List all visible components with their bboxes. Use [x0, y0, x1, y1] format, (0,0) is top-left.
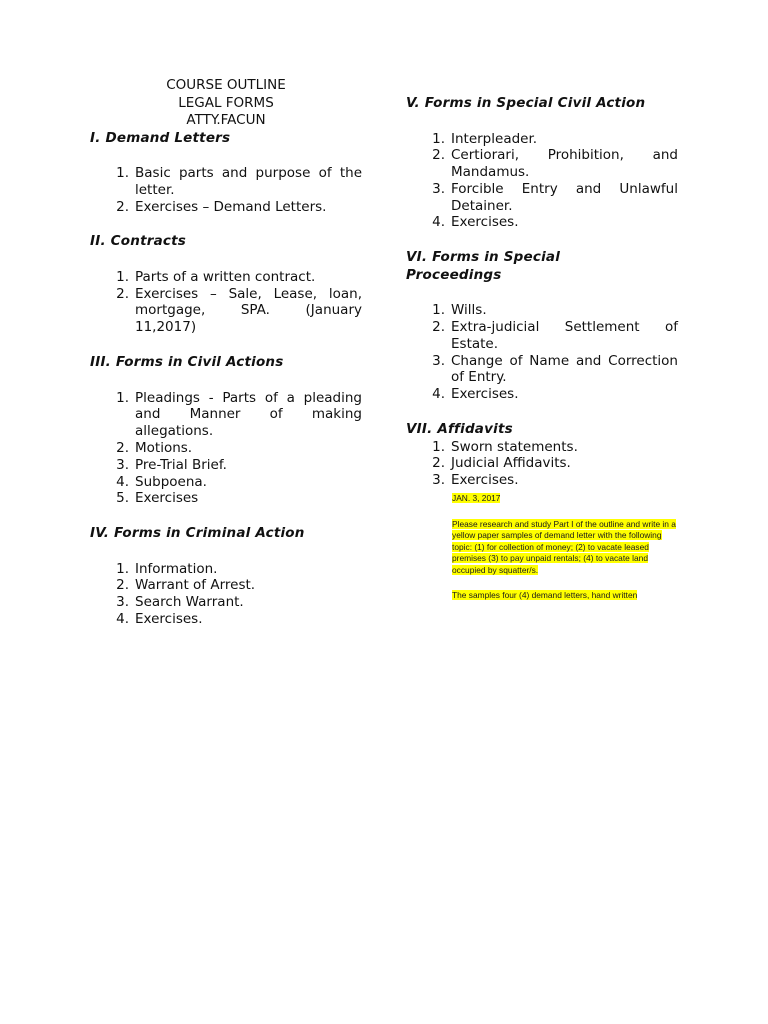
list-item	[90, 440, 362, 457]
list-item-number: 2.	[432, 147, 445, 164]
section-list	[90, 561, 362, 628]
list-item	[90, 199, 362, 216]
list-item-number: 4.	[432, 214, 445, 231]
header-instructor: ATTY.FACUN	[186, 112, 266, 128]
list-item-number: 4.	[432, 386, 445, 403]
list-item	[90, 269, 362, 286]
list-item-text: Pleadings - Parts of a pleading and Manner of making allegations.	[135, 389, 362, 440]
section-title: III. Forms in Civil Actions	[90, 354, 284, 371]
list-item-number: 3.	[432, 180, 445, 197]
section-list	[90, 269, 362, 336]
list-item	[406, 455, 678, 472]
list-item-text: Certiorari, Prohibition, and Mandamus.	[451, 147, 678, 181]
section-title: VII. Affidavits	[406, 421, 513, 438]
list-item-text: Interpleader.	[451, 130, 538, 147]
list-item-text: Extra-judicial Settlement of Estate.	[451, 319, 678, 352]
list-item-text: Judicial Affidavits.	[451, 455, 571, 472]
list-item-text: Search Warrant.	[135, 594, 244, 611]
list-item-number: 1.	[432, 302, 445, 319]
list-item-number: 1.	[116, 268, 129, 285]
document-header	[90, 77, 362, 130]
note-date: JAN. 3, 2017	[452, 493, 501, 503]
list-item-number: 3.	[432, 352, 445, 369]
list-item	[90, 611, 362, 628]
section-list	[406, 302, 678, 403]
list-item-text: Exercises.	[135, 611, 203, 628]
right-column	[406, 95, 678, 489]
list-item-number: 3.	[432, 472, 445, 489]
section-title: VI. Forms in Special Proceedings	[406, 249, 561, 283]
list-item-number: 5.	[116, 490, 129, 507]
note-footer: The samples four (4) demand letters, hand written	[452, 589, 638, 600]
list-item-number: 2.	[116, 439, 129, 456]
list-item	[406, 214, 678, 231]
list-item-text: Exercises – Demand Letters.	[135, 198, 327, 215]
section-list	[406, 439, 678, 489]
list-item-number: 1.	[116, 389, 129, 406]
list-item	[406, 181, 678, 215]
list-item	[406, 353, 678, 387]
list-item	[90, 286, 362, 336]
list-item-text: Parts of a written contract.	[135, 268, 316, 285]
list-item	[406, 147, 678, 181]
list-item-text: Information.	[135, 560, 218, 577]
list-item-text: Exercises.	[451, 472, 519, 489]
note-instructions: Please research and study Part I of the outline and write in a yellow paper samples of demand letter with the following topic: (1) for collection of money; (2) to vacate leased premises (3) to pay unpaid rentals; (4) to vacate land occupied by squatter/s.	[452, 518, 676, 575]
list-item-number: 4.	[116, 473, 129, 490]
list-item	[90, 474, 362, 491]
list-item-number: 2.	[116, 577, 129, 594]
list-item-number: 2.	[116, 198, 129, 215]
list-item-number: 2.	[432, 319, 445, 336]
list-item-number: 1.	[116, 560, 129, 577]
header-title: COURSE OUTLINE	[166, 77, 286, 93]
list-item-number: 1.	[432, 438, 445, 455]
list-item-text: Exercises.	[451, 386, 519, 403]
section-list	[90, 390, 362, 508]
list-item	[406, 472, 678, 489]
list-item	[90, 165, 362, 199]
list-item	[406, 386, 678, 403]
list-item-number: 3.	[116, 594, 129, 611]
list-item	[90, 390, 362, 440]
list-item	[90, 577, 362, 594]
list-item-text: Exercises – Sale, Lease, loan, mortgage, SPA. (January 11,2017)	[135, 285, 362, 336]
list-item-text: Warrant of Arrest.	[135, 577, 256, 594]
list-item-text: Exercises.	[451, 214, 519, 231]
list-item	[90, 561, 362, 578]
list-item-text: Motions.	[135, 439, 193, 456]
highlighted-note	[452, 493, 678, 601]
list-item-text: Basic parts and purpose of the letter.	[135, 165, 362, 198]
list-item	[90, 594, 362, 611]
left-column	[90, 77, 362, 628]
list-item-text: Pre-Trial Brief.	[135, 456, 227, 473]
list-item	[406, 439, 678, 456]
list-item	[406, 302, 678, 319]
section-title: II. Contracts	[90, 233, 186, 250]
list-item	[406, 131, 678, 148]
list-item-text: Sworn statements.	[451, 438, 578, 455]
list-item-number: 4.	[116, 611, 129, 628]
list-item-text: Subpoena.	[135, 473, 207, 490]
list-item-text: Change of Name and Correction of Entry.	[451, 352, 678, 386]
list-item	[406, 319, 678, 353]
list-item	[90, 457, 362, 474]
list-item-number: 2.	[116, 285, 129, 302]
list-item-number: 1.	[116, 165, 129, 181]
section-title: IV. Forms in Criminal Action	[90, 525, 305, 542]
list-item-text: Exercises	[135, 490, 199, 507]
section-title: V. Forms in Special Civil Action	[406, 95, 646, 111]
header-subtitle: LEGAL FORMS	[178, 94, 274, 111]
section-title: I. Demand Letters	[90, 129, 231, 146]
list-item-number: 1.	[432, 130, 445, 147]
section-list	[406, 131, 678, 232]
list-item-text: Forcible Entry and Unlawful Detainer.	[451, 180, 678, 214]
list-item	[90, 490, 362, 507]
list-item-number: 2.	[432, 455, 445, 472]
section-list	[90, 165, 362, 215]
list-item-number: 3.	[116, 456, 129, 473]
list-item-text: Wills.	[451, 302, 487, 319]
